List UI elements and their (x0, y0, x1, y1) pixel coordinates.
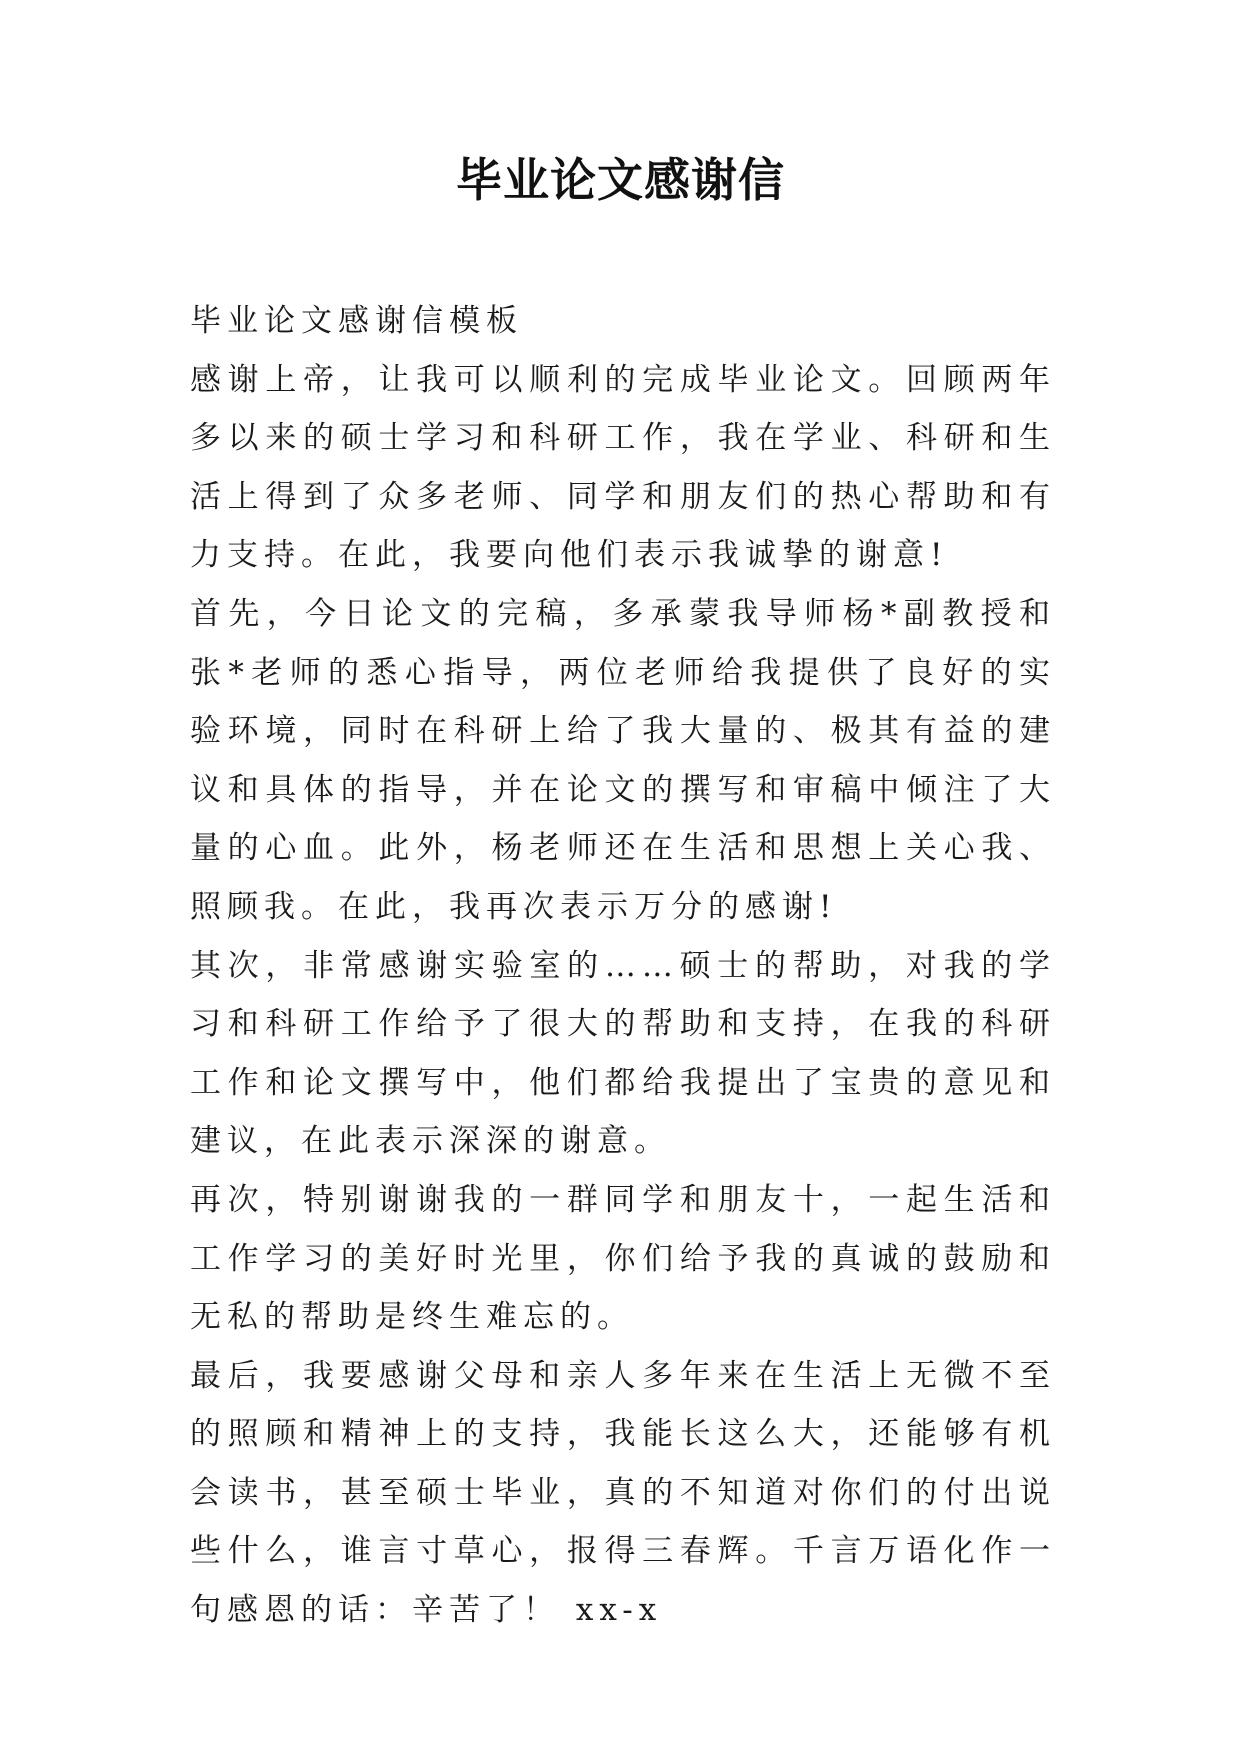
paragraph: 其次，非常感谢实验室的……硕士的帮助，对我的学习和科研工作给予了很大的帮助和支持，在我的科研工作和论文撰写中，他们都给我提出了宝贵的意见和建议，在此表示深深的谢意。 (190, 947, 1056, 1160)
document-title: 毕业论文感谢信 (456, 153, 785, 207)
document-subtitle: 毕业论文感谢信模板 (190, 303, 523, 339)
paragraph: 再次，特别谢谢我的一群同学和朋友十，一起生活和工作学习的美好时光里，你们给予我的真诚的鼓励和无私的帮助是终生难忘的。 (190, 1181, 1056, 1336)
paragraph: 感谢上帝，让我可以顺利的完成毕业论文。回顾两年多以来的硕士学习和科研工作，我在学业、科研和生活上得到了众多老师、同学和朋友们的热心帮助和有力支持。在此，我要向他们表示我诚挚的谢意! (190, 361, 1056, 574)
document-body (190, 292, 1056, 1640)
paragraph: 最后，我要感谢父母和亲人多年来在生活上无微不至的照顾和精神上的支持，我能长这么大，还能够有机会读书，甚至硕士毕业，真的不知道对你们的付出说些什么，谁言寸草心，报得三春辉。千言万语化作一句感恩的话：辛苦了！ xx-x (190, 1357, 1056, 1629)
paragraph: 首先，今日论文的完稿，多承蒙我导师杨*副教授和张*老师的悉心指导，两位老师给我提供了良好的实验环境，同时在科研上给了我大量的、极其有益的建议和具体的指导，并在论文的撰写和审稿中倾注了大量的心血。此外，杨老师还在生活和思想上关心我、照顾我。在此，我再次表示万分的感谢! (190, 595, 1056, 925)
